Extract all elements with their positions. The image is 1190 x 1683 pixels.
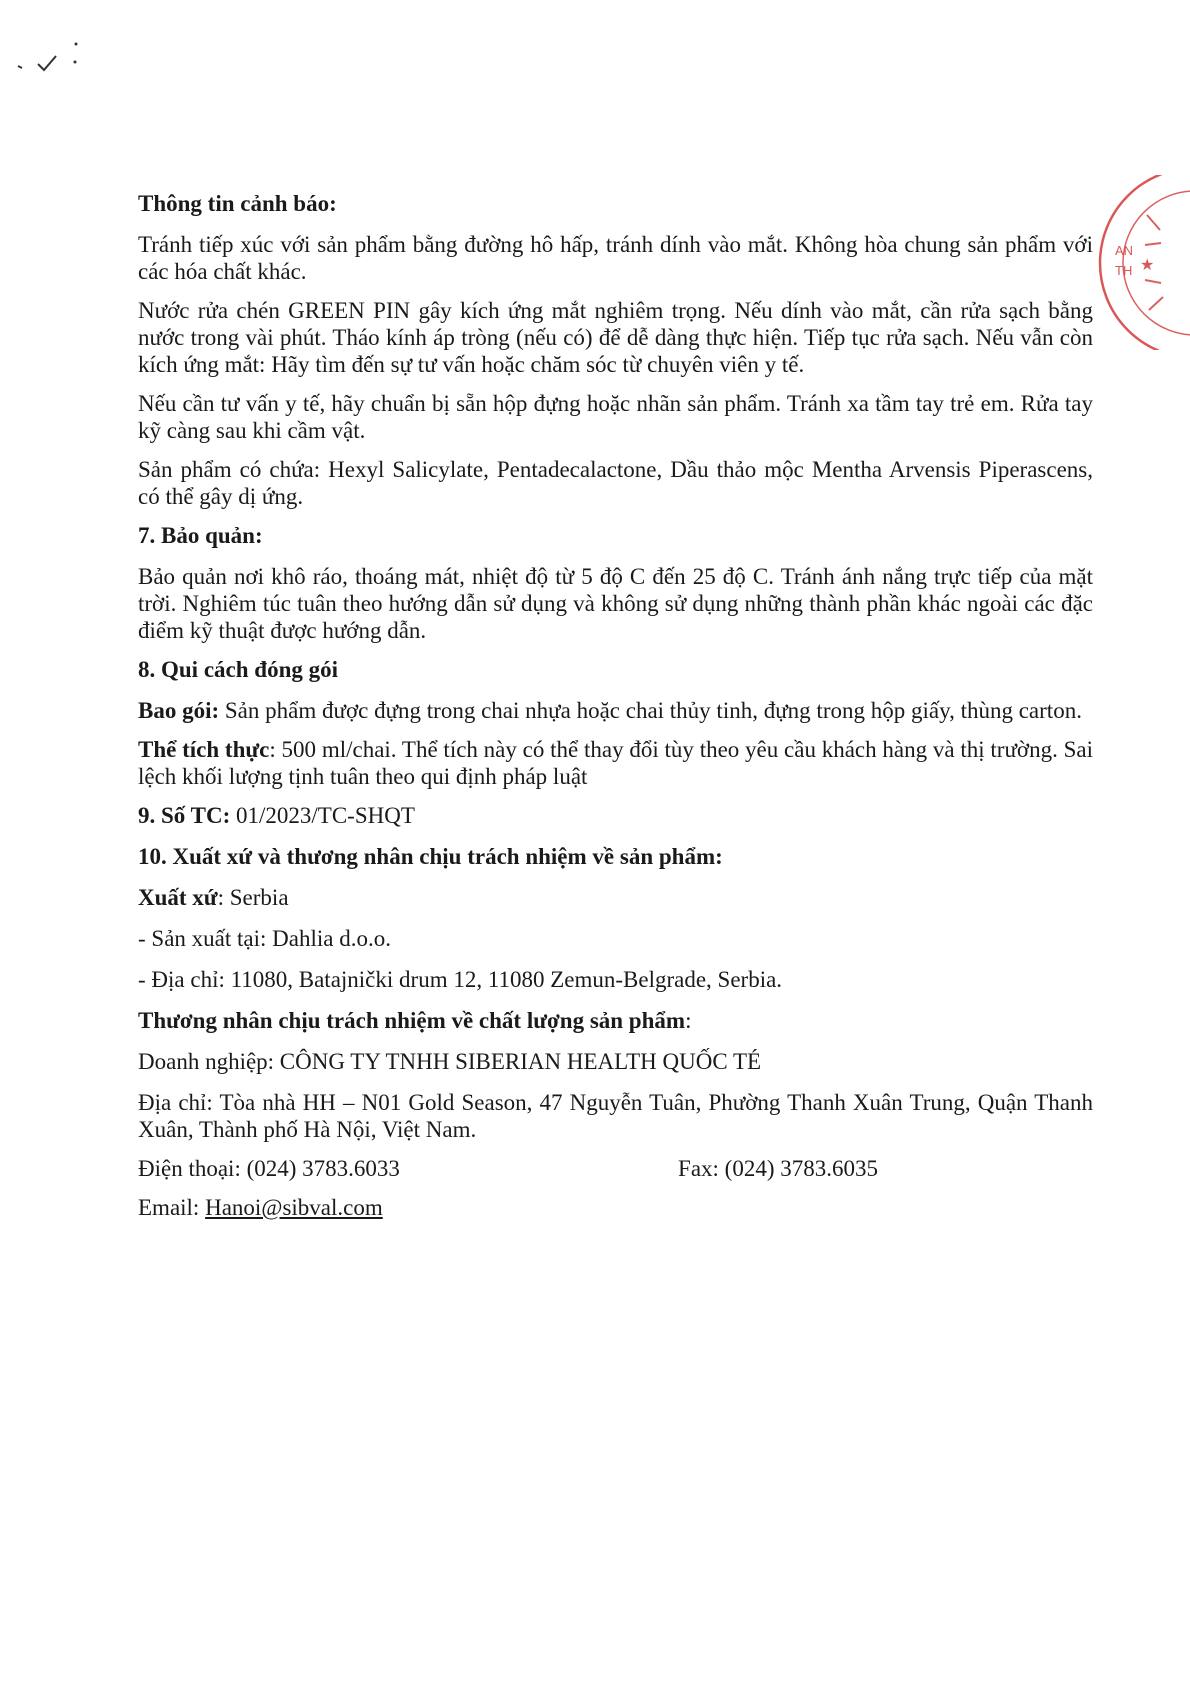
volume-text: : 500 ml/chai. Thể tích này có thể thay đổi tùy theo yêu cầu khách hàng và thị trường. Sai lệch khối lượng tịnh tuân theo qui định pháp luật (138, 737, 1093, 789)
warning-paragraph-3: Nếu cần tư vấn y tế, hãy chuẩn bị sẵn hộp đựng hoặc nhãn sản phẩm. Tránh xa tầm tay trẻ em. Rửa tay kỹ càng sau khi cầm vật. (138, 391, 1093, 443)
volume-paragraph (138, 736, 1093, 790)
company-seal-stamp (1085, 175, 1190, 350)
warning-paragraph-1: Tránh tiếp xúc với sản phẩm bằng đường hô hấp, tránh dính vào mắt. Không hòa chung sản phẩm với các hóa chất khác. (138, 232, 1093, 284)
origin-heading: 10. Xuất xứ và thương nhân chịu trách nhiệm về sản phẩm: (138, 844, 723, 869)
handwritten-mark (14, 38, 84, 78)
email-label: Email: (138, 1195, 206, 1220)
trader-address: Địa chỉ: Tòa nhà HH – N01 Gold Season, 47 Nguyễn Tuân, Phường Thanh Xuân Trung, Quận Thanh Xuân, Thành phố Hà Nội, Việt Nam. (138, 1090, 1093, 1142)
packaging-text: Sản phẩm được đựng trong chai nhựa hoặc chai thủy tinh, đựng trong hộp giấy, thùng carton. (219, 698, 1082, 723)
standard-label: 9. Số TC: (138, 803, 231, 828)
manufacturer-line: - Sản xuất tại: Dahlia d.o.o. (138, 926, 391, 951)
warning-paragraph-2: Nước rửa chén GREEN PIN gây kích ứng mắt nghiêm trọng. Nếu dính vào mắt, cần rửa sạch bằng nước trong vài phút. Tháo kính áp tròng (nếu có) để dễ dàng thực hiện. Tiếp tục rửa sạch. Nếu vẫn còn kích ứng mắt: Hãy tìm đến sự tư vấn hoặc chăm sóc từ chuyên viên y tế. (138, 298, 1093, 377)
trader-title-suffix: : (685, 1008, 692, 1033)
trader-title: Thương nhân chịu trách nhiệm về chất lượng sản phẩm (138, 1008, 686, 1033)
contact-row (138, 1155, 878, 1182)
warning-heading: Thông tin cảnh báo: (138, 191, 337, 216)
phone-number: Điện thoại: (024) 3783.6033 (138, 1156, 400, 1181)
origin-line (138, 884, 1093, 911)
storage-heading: 7. Bảo quản: (138, 523, 263, 548)
fax-number: Fax: (024) 3783.6035 (678, 1156, 878, 1181)
trader-company: Doanh nghiệp: CÔNG TY TNHH SIBERIAN HEALTH QUỐC TÉ (138, 1049, 762, 1074)
origin-value: : Serbia (217, 885, 289, 910)
email-line (138, 1194, 1093, 1221)
origin-label: Xuất xứ (138, 885, 218, 910)
packaging-paragraph (138, 697, 1093, 724)
trader-heading (138, 1007, 1093, 1034)
standard-value: 01/2023/TC-SHQT (230, 803, 415, 828)
volume-label: Thể tích thực (138, 737, 270, 762)
document-content (138, 190, 1093, 1235)
standard-number (138, 802, 1093, 829)
manufacturer-address: - Địa chỉ: 11080, Batajnički drum 12, 11080 Zemun-Belgrade, Serbia. (138, 967, 783, 992)
svg-text:AN: AN (1115, 243, 1134, 258)
packaging-label: Bao gói: (138, 698, 220, 723)
packaging-heading: 8. Qui cách đóng gói (138, 657, 339, 682)
svg-text:★: ★ (1140, 257, 1155, 274)
svg-text:TH: TH (1115, 263, 1133, 278)
warning-paragraph-4: Sản phẩm có chứa: Hexyl Salicylate, Pentadecalactone, Dầu thảo mộc Mentha Arvensis Piperascens, có thể gây dị ứng. (138, 457, 1093, 509)
storage-paragraph: Bảo quản nơi khô ráo, thoáng mát, nhiệt độ từ 5 độ C đến 25 độ C. Tránh ánh nắng trực tiếp của mặt trời. Nghiêm túc tuân theo hướng dẫn sử dụng và không sử dụng những thành phần khác ngoài các đặc điểm kỹ thuật được hướng dẫn. (138, 564, 1093, 643)
email-link[interactable]: Hanoi@sibval.com (205, 1195, 383, 1220)
